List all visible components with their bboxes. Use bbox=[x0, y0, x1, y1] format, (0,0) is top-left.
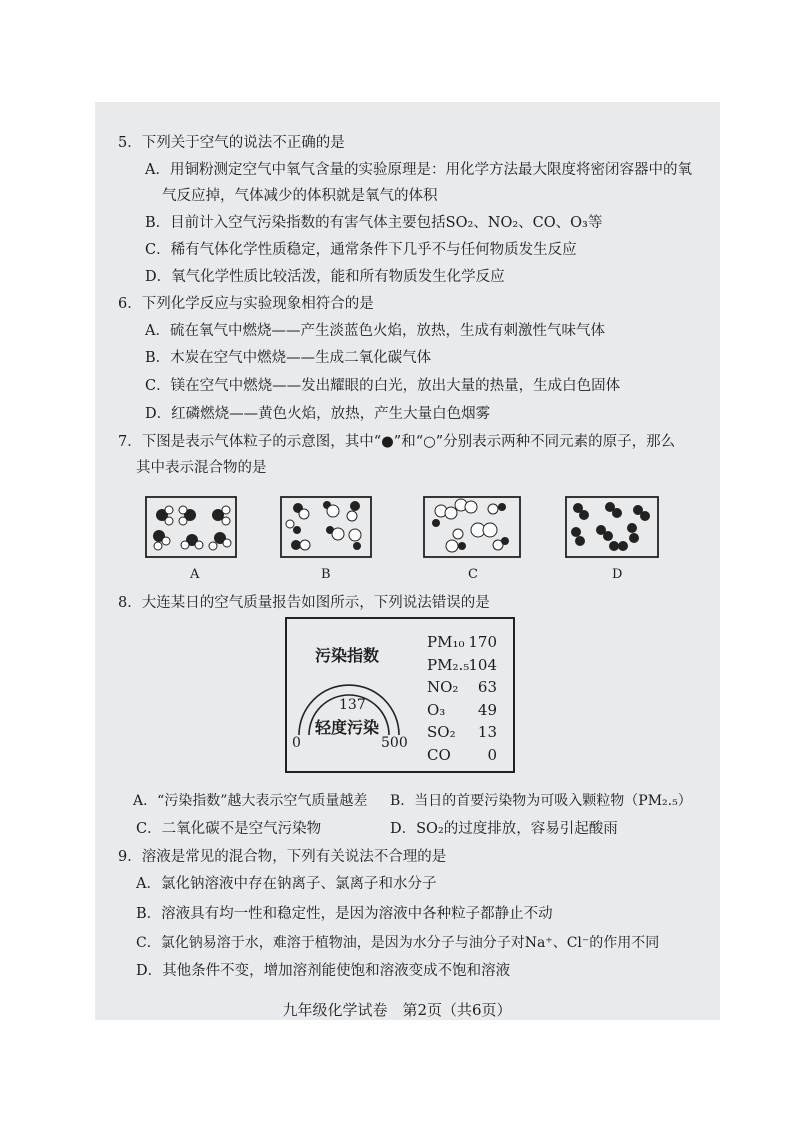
pollutant-value: 63 bbox=[477, 678, 497, 696]
particle-box-d bbox=[566, 497, 658, 557]
pollutant-name: PM₂.₅ bbox=[427, 655, 470, 674]
q6-option-d: D．红磷燃烧——黄色火焰，放热，产生大量白色烟雾 bbox=[145, 406, 491, 422]
q5-option-b: B．目前计入空气污染指数的有害气体主要包括SO₂、NO₂、CO、O₃等 bbox=[145, 215, 603, 231]
pollutant-name: NO₂ bbox=[427, 678, 459, 696]
aqi-title: 污染指数 bbox=[315, 646, 380, 665]
pollutant-table bbox=[427, 631, 497, 766]
q5-option-a-line2: 气反应掉，气体减少的体积就是氧气的体积 bbox=[162, 188, 438, 204]
aqi-scale-min: 0 bbox=[292, 735, 301, 751]
diagram-label-a: A bbox=[190, 567, 200, 582]
page-footer: 九年级化学试卷 第2页（共6页） bbox=[282, 1001, 512, 1019]
q7-stem-line1: 7．下图是表示气体粒子的示意图，其中“●”和“○”分别表示两种不同元素的原子，那么 bbox=[118, 434, 676, 450]
q9-stem: 9．溶液是常见的混合物，下列有关说法不合理的是 bbox=[118, 849, 447, 865]
q8-option-d: D．SO₂的过度排放，容易引起酸雨 bbox=[390, 821, 618, 837]
particle-box-b bbox=[281, 497, 371, 557]
aqi-value: 137 bbox=[339, 697, 366, 713]
diagram-label-b: B bbox=[321, 567, 331, 582]
pollutant-name: CO bbox=[427, 745, 451, 764]
pollutant-row bbox=[427, 631, 497, 654]
q5-option-d: D．氧气化学性质比较活泼，能和所有物质发生化学反应 bbox=[145, 269, 505, 285]
pollutant-value: 49 bbox=[477, 700, 497, 719]
q7-stem-line2: 其中表示混合物的是 bbox=[136, 460, 267, 476]
pollutant-name: PM₁₀ bbox=[427, 633, 465, 651]
pollutant-value: 13 bbox=[477, 723, 497, 741]
particle-box-c bbox=[424, 497, 520, 557]
pollutant-row bbox=[427, 699, 497, 722]
air-quality-panel bbox=[285, 617, 515, 773]
q6-option-c: C．镁在空气中燃烧——发出耀眼的白光，放出大量的热量，生成白色固体 bbox=[145, 378, 621, 394]
pollutant-row bbox=[427, 654, 497, 677]
aqi-scale-max: 500 bbox=[381, 735, 408, 751]
pollutant-value: 0 bbox=[487, 745, 497, 764]
q6-option-a: A．硫在氧气中燃烧——产生淡蓝色火焰，放热，生成有刺激性气味气体 bbox=[145, 323, 605, 339]
q9-option-c: C．氯化钠易溶于水，难溶于植物油，是因为水分子与油分子对Na⁺、Cl⁻的作用不同 bbox=[136, 935, 660, 951]
q5-option-a-line1: A．用铜粉测定空气中氧气含量的实验原理是：用化学方法最大限度将密闭容器中的氧 bbox=[145, 162, 692, 178]
q8-option-b: B．当日的首要污染物为可吸入颗粒物（PM₂.₅） bbox=[390, 793, 692, 809]
pollutant-name: SO₂ bbox=[427, 723, 456, 741]
particle-box-a bbox=[146, 497, 236, 557]
q8-option-c: C．二氧化碳不是空气污染物 bbox=[136, 821, 322, 837]
pollutant-name: O₃ bbox=[427, 700, 446, 719]
pollutant-value: 170 bbox=[468, 633, 497, 651]
aqi-level: 轻度污染 bbox=[315, 718, 380, 737]
q6-option-b: B．木炭在空气中燃烧——生成二氧化碳气体 bbox=[145, 350, 432, 366]
q8-stem: 8．大连某日的空气质量报告如图所示，下列说法错误的是 bbox=[118, 595, 490, 611]
pollutant-row bbox=[427, 744, 497, 767]
q9-option-d: D．其他条件不变，增加溶剂能使饱和溶液变成不饱和溶液 bbox=[136, 963, 511, 979]
q9-option-a: A．氯化钠溶液中存在钠离子、氯离子和水分子 bbox=[136, 876, 437, 892]
diagram-label-c: C bbox=[468, 567, 478, 582]
q6-stem: 6．下列化学反应与实验现象相符合的是 bbox=[118, 296, 374, 312]
q8-option-a: A．“污染指数”越大表示空气质量越差 bbox=[133, 793, 368, 809]
pollutant-row bbox=[427, 676, 497, 699]
pollutant-value: 104 bbox=[468, 655, 497, 674]
pollutant-row bbox=[427, 721, 497, 744]
diagram-label-d: D bbox=[612, 567, 623, 582]
q5-stem: 5．下列关于空气的说法不正确的是 bbox=[118, 135, 345, 151]
q9-option-b: B．溶液具有均一性和稳定性，是因为溶液中各种粒子都静止不动 bbox=[136, 906, 553, 922]
q5-option-c: C．稀有气体化学性质稳定，通常条件下几乎不与任何物质发生反应 bbox=[145, 242, 577, 258]
